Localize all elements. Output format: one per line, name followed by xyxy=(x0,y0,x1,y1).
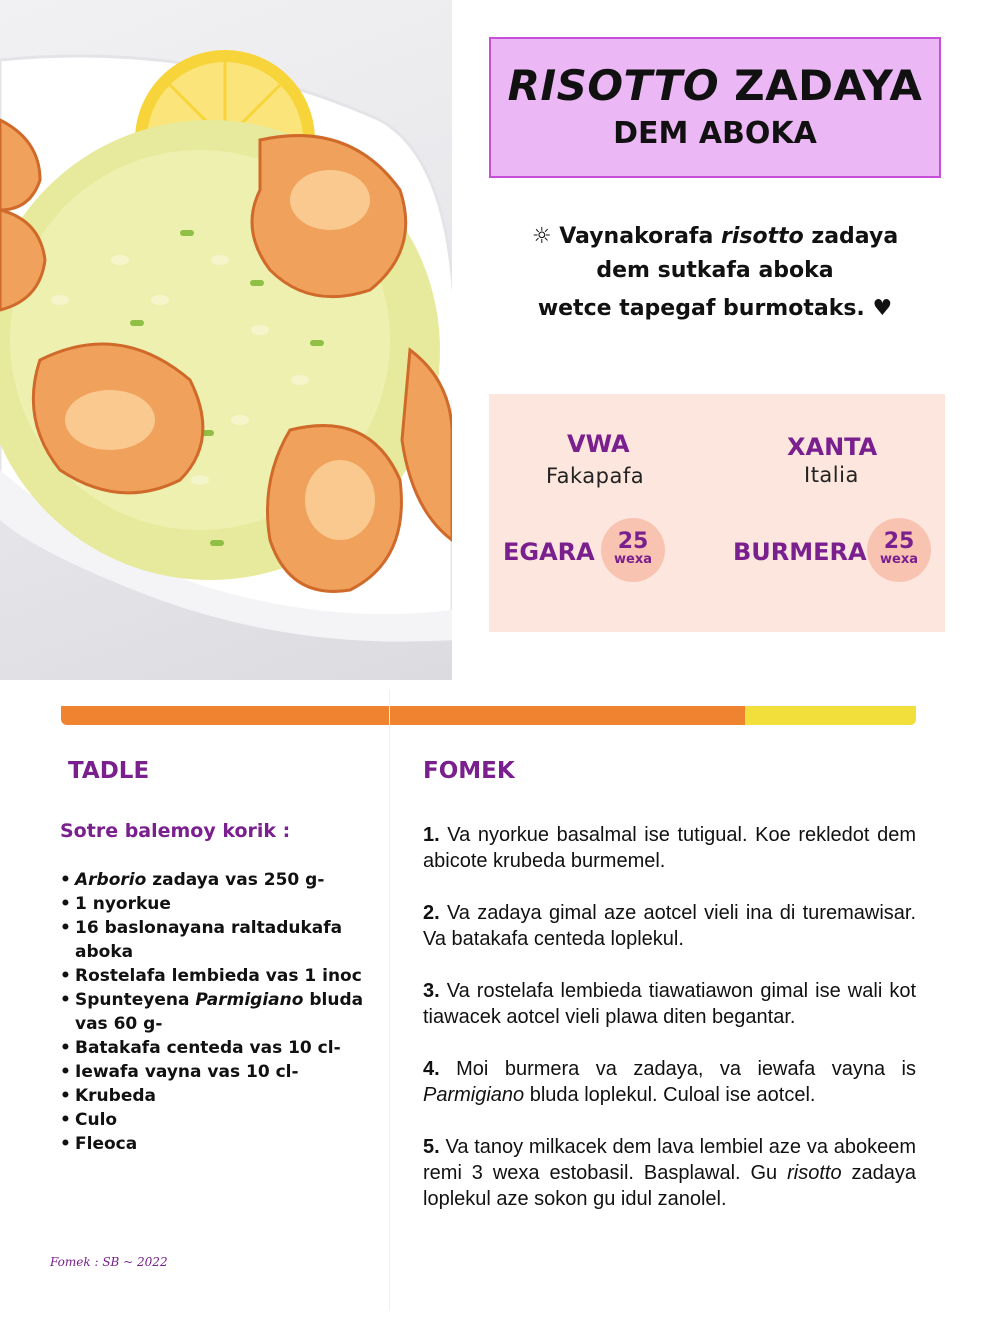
footer-credit: Fomek : SB ~ 2022 xyxy=(50,1255,168,1269)
intro-l3: wetce tapegaf burmotaks. xyxy=(537,296,873,321)
recipe-title xyxy=(491,61,939,110)
ingredients-subtitle: Sotre balemoy korik : xyxy=(60,820,291,842)
step-4: 4. Moi burmera va zadaya, va iewafa vayna is Parmigiano bluda loplekul. Culoal ise aotcel. xyxy=(423,1058,916,1106)
list-item: • Spunteyena Parmigiano bluda vas 60 g- xyxy=(60,988,380,1036)
progress-bar xyxy=(61,706,916,725)
intro-line-3 xyxy=(489,292,941,326)
title-rest: ZADAYA xyxy=(719,61,923,110)
intro-text xyxy=(489,220,941,326)
sun-icon: ☼ xyxy=(531,224,552,249)
egara-num: 25 xyxy=(617,529,649,554)
xanta-value: Italia xyxy=(804,463,859,487)
ingredients-title: TADLE xyxy=(68,758,150,784)
burmera-num: 25 xyxy=(883,529,915,554)
list-item: • Fleoca xyxy=(60,1132,380,1156)
intro-l1a: Vaynakorafa xyxy=(551,224,721,249)
list-item: • Iewafa vayna vas 10 cl- xyxy=(60,1060,380,1084)
burmera-unit: wexa xyxy=(880,552,918,567)
list-item: • Krubeda xyxy=(60,1084,380,1108)
ingredients-list xyxy=(60,868,380,1156)
intro-l1b: zadaya xyxy=(803,224,899,249)
step-1: 1. Va nyorkue basalmal ise tutigual. Koe rekledot dem abicote krubeda burmemel. xyxy=(423,824,916,872)
list-item: • Batakafa centeda vas 10 cl- xyxy=(60,1036,380,1060)
burmera-label: BURMERA xyxy=(733,538,867,566)
title-box xyxy=(489,37,941,178)
step-2: 2. Va zadaya gimal aze aotcel vieli ina di turemawisar. Va batakafa centeda loplekul. xyxy=(423,902,916,950)
vwa-value: Fakapafa xyxy=(546,464,645,488)
risotto-illustration xyxy=(0,0,452,680)
heart-icon: ♥ xyxy=(872,296,893,321)
list-item: • Arborio zadaya vas 250 g- xyxy=(60,868,380,892)
list-item: • Rostelafa lembieda vas 1 inoc xyxy=(60,964,380,988)
recipe-subtitle: DEM ABOKA xyxy=(613,116,817,151)
intro-line-1 xyxy=(489,220,941,254)
intro-l1-italic: risotto xyxy=(721,224,804,249)
vwa-label: VWA xyxy=(567,430,630,458)
title-italic: RISOTTO xyxy=(507,61,720,110)
steps-list xyxy=(423,822,916,1238)
steps-title: FOMEK xyxy=(423,758,515,784)
burmera-time-badge xyxy=(867,518,931,582)
xanta-label: XANTA xyxy=(787,433,878,461)
list-item: • 1 nyorkue xyxy=(60,892,380,916)
step-3: 3. Va rostelafa lembieda tiawatiawon gimal ise wali kot tiawacek aotcel vieli plawa diten begantar. xyxy=(423,980,916,1028)
risotto-photo xyxy=(0,0,452,680)
list-item: • 16 baslonayana raltadukafa aboka xyxy=(60,916,380,964)
list-item: • Culo xyxy=(60,1108,380,1132)
egara-unit: wexa xyxy=(614,552,652,567)
progress-bar-yellow xyxy=(745,706,916,725)
info-box xyxy=(489,394,945,632)
step-5: 5. Va tanoy milkacek dem lava lembiel aze va abokeem remi 3 wexa estobasil. Basplawal. Gu risotto zadaya loplekul aze sokon gu idul zanolel. xyxy=(423,1136,916,1210)
intro-line-2: dem sutkafa aboka xyxy=(596,258,834,283)
egara-time-badge xyxy=(601,518,665,582)
egara-label: EGARA xyxy=(503,538,595,566)
column-divider xyxy=(389,690,390,1310)
